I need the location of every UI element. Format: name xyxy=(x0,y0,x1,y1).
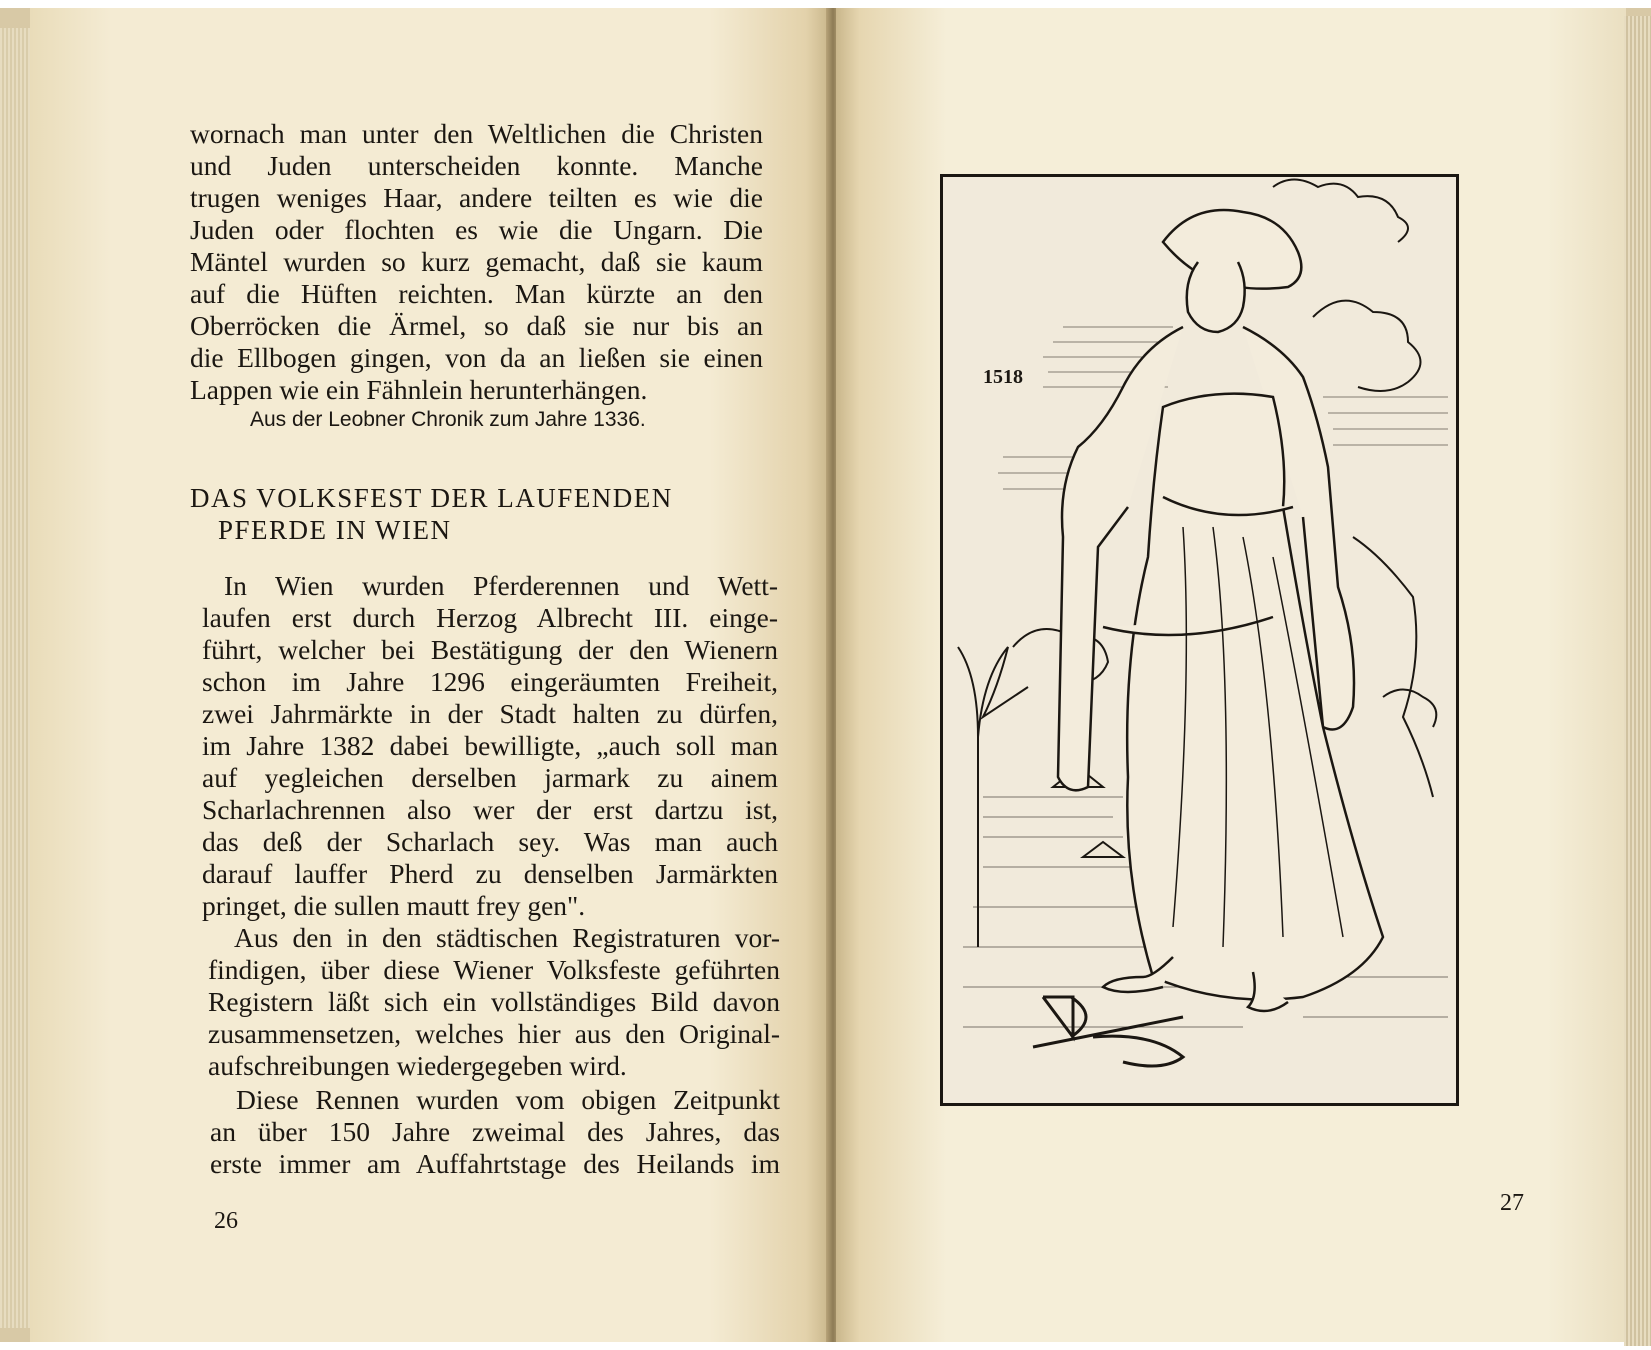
page-number-right: 27 xyxy=(1500,1190,1524,1216)
text-line: Lappen wie ein Fähnlein herunterhängen. xyxy=(190,374,648,405)
paragraph-2 xyxy=(202,570,778,922)
text-line: laufen erst durch Herzog Albrecht III. einge- xyxy=(202,602,778,633)
text-line: die Ellbogen gingen, von da an ließen sie einen xyxy=(190,342,763,373)
paragraph-3 xyxy=(208,922,780,1082)
text-line: Diese Rennen wurden vom obigen Zeitpunkt xyxy=(236,1084,780,1115)
section-heading xyxy=(190,482,673,546)
text-line: im Jahre 1382 dabei bewilligte, „auch soll man xyxy=(202,730,778,761)
text-line: und Juden unterscheiden konnte. Manche xyxy=(190,150,763,181)
heading-line-2: PFERDE IN WIEN xyxy=(218,515,452,545)
text-line: wornach man unter den Weltlichen die Christen xyxy=(190,118,763,149)
text-line: darauf lauffer Pherd zu denselben Jarmärkten xyxy=(202,858,778,889)
text-line: Mäntel wurden so kurz gemacht, daß sie kaum xyxy=(190,246,763,277)
text-line: Oberröcken die Ärmel, so daß sie nur bis an xyxy=(190,310,763,341)
text-line: findigen, über diese Wiener Volksfeste geführten xyxy=(208,954,780,985)
text-line: auf yegleichen derselben jarmark zu ainem xyxy=(202,762,778,793)
text-line: zusammensetzen, welches hier aus den Original- xyxy=(208,1018,780,1049)
text-line: In Wien wurden Pferderennen und Wett- xyxy=(224,570,778,601)
text-line: das deß der Scharlach sey. Was man auch xyxy=(202,826,778,857)
text-line: pringet, die sullen mautt frey gen". xyxy=(202,890,586,921)
paragraph-1 xyxy=(190,118,763,406)
page-edges-right xyxy=(1624,16,1651,1346)
page-edges-left xyxy=(0,28,32,1328)
text-line: erste immer am Auffahrtstage des Heilands im xyxy=(210,1148,780,1179)
text-line: Registern läßt sich ein vollständiges Bild davon xyxy=(208,986,780,1017)
text-line: schon im Jahre 1296 eingeräumten Freiheit, xyxy=(202,666,778,697)
text-line: Juden oder flochten es wie die Ungarn. Die xyxy=(190,214,763,245)
paragraph-4 xyxy=(210,1084,780,1180)
heading-line-1: DAS VOLKSFEST DER LAUFENDEN xyxy=(190,483,673,513)
text-line: an über 150 Jahre zweimal des Jahres, das xyxy=(210,1116,780,1147)
text-line: Aus den in den städtischen Registraturen vor- xyxy=(234,922,780,953)
text-line: trugen weniges Haar, andere teilten es wie die xyxy=(190,182,763,213)
text-line: Scharlachrennen also wer der erst dartzu ist, xyxy=(202,794,778,825)
woodcut-illustration xyxy=(940,174,1459,1106)
text-line: aufschreibungen wiedergegeben wird. xyxy=(208,1050,627,1081)
text-line: zwei Jahrmärkte in der Stadt halten zu dürfen, xyxy=(202,698,778,729)
page-number-left: 26 xyxy=(214,1208,238,1234)
text-line: auf die Hüften reichten. Man kürzte an den xyxy=(190,278,763,309)
monogram-mark xyxy=(1033,997,1183,1066)
text-line: führt, welcher bei Bestätigung der den Wienern xyxy=(202,634,778,665)
source-caption: Aus der Leobner Chronik zum Jahre 1336. xyxy=(250,408,646,431)
woodcut-drawing xyxy=(943,177,1456,1103)
woodcut-date: 1518 xyxy=(983,366,1023,388)
